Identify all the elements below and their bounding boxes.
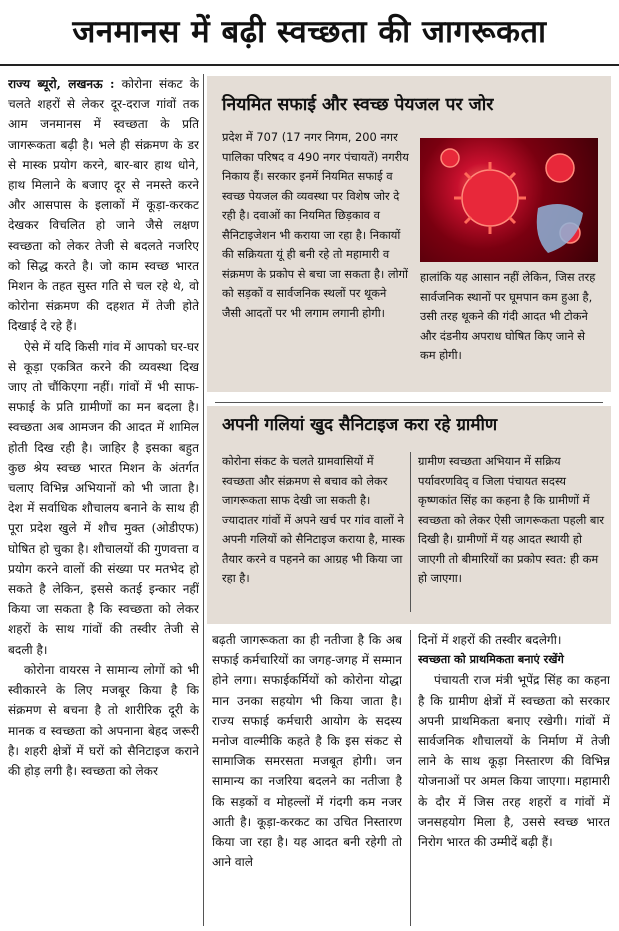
- box1-text-right: [420, 268, 600, 388]
- left-paragraph-2: ऐसे में यदि किसी गांव में आपको घर-घर से कूड़ा एकत्रित करने की व्यवस्था दिख जाए तो चौंकिएगा नहीं। गांवों में भी साफ-सफाई के प्रति ग्रामीणों का मन बदला है। स्वच्छता अब आमजन की आदत में शामिल होती दिख रही है। जाहिर है इसका बहुत कुछ श्रेय स्वच्छ भारत मिशन के अंतर्गत चलाए विभिन्न अभियानों को भी जाता है। देश में सर्वाधिक शौचालय बनाने के साथ ही पूरा प्रदेश खुले में शौच मुक्त (ओडीएफ) घोषित हो चुका है। शौचालयों की गुणवत्ता व प्रयोग करने वालों की संख्या पर मतभेद हो सकते है लेकिन, इससे कतई इन्कार नहीं किया जा सकता है कि स्वच्छता को लेकर शहरों के साथ गांवों की तस्वीर तेजी से बदली है।: [8, 339, 199, 657]
- column-divider-right: [410, 630, 411, 926]
- box1-text-left-content: प्रदेश में 707 (17 नगर निगम, 200 नगर पालिका परिषद व 490 नगर पंचायतें) नगरीय निकाय हैं। सरकार इनमें नियमित सफाई व स्वच्छ पेयजल की व्यवस्था पर विशेष जोर दे रही है। दवाओं का नियमित छिड़काव व सैनिटाइजेशन भी कराया जा रहा है। निकायों की सक्रियता यूं ही बनी रहे तो महामारी व संक्रमण के प्रकोप से बचा जा सकता है। लोगों को सड़कों व सार्वजनिक स्थलों पर थूकने जैसी आदतों पर भी लगाम लगानी होगी।: [222, 130, 409, 320]
- left-paragraph-1: [8, 74, 199, 337]
- box2-text-right: [418, 452, 605, 620]
- right-paragraph-1: दिनों में शहरों की तस्वीर बदलेगी।: [418, 633, 562, 647]
- coronavirus-image: [420, 138, 598, 262]
- box2-text-right-content: ग्रामीण स्वच्छता अभियान में सक्रिय पर्यावरणविद् व जिला पंचायत सदस्य कृष्णकांत सिंह का कहना है कि ग्रामीणों में स्वच्छता को लेकर ऐसी जागरूकता पहली बार दिखी है। ग्रामीणों में यह आदत स्थायी हो जाएगी तो बीमारियों का प्रकोप स्वत: ही कम हो जाएगा।: [418, 454, 605, 585]
- box2-heading: अपनी गलियां खुद सैनिटाइज करा रहे ग्रामीण: [222, 415, 498, 435]
- box1-text-left: [222, 128, 409, 376]
- byline: राज्य ब्यूरो, लखनऊ :: [8, 77, 115, 91]
- right-subheading: स्वच्छता को प्राथमिकता बनाएं रखेंगे: [418, 653, 564, 667]
- right-paragraph-2: पंचायती राज मंत्री भूपेंद्र सिंह का कहना है कि ग्रामीण क्षेत्रों में स्वच्छता को सरकार अपनी प्राथमिकता बनाए रखेगी। गांवों में सार्वजनिक शौचालयों के निर्माण में तेजी लाने के साथ कूड़ा निस्तारण की विभिन्न योजनाओं पर अमल किया जाएगा। महामारी के दौर में जिस तरह शहरों व गांवों में जनसहयोग मिला है, उससे स्वच्छ भारत निरोग भारत की उम्मीदें बढ़ी हैं।: [418, 673, 610, 850]
- box1-text-right-content: हालांकि यह आसान नहीं लेकिन, जिस तरह सार्वजनिक स्थानों पर घूमपान कम हुआ है, उसी तरह थूकने की गंदी आदत भी टोकने और दंडनीय अपराध घोषित किए जाने से कम होगी।: [420, 270, 596, 362]
- box-divider: [215, 402, 603, 403]
- column-divider-left: [203, 74, 204, 926]
- left-column: [8, 74, 199, 926]
- right-column: [418, 630, 610, 926]
- left-paragraph-3: कोरोना वायरस ने सामान्य लोगों को भी स्वीकारने के लिए मजबूर किया है कि संक्रमण से बचना है तो शारीरिक दूरी के मानक व स्वच्छता को अपनाना बेहद जरूरी है। शहरी क्षेत्रों में घरों को सैनिटाइज कराने की होड़ लगी है। स्वच्छता को लेकर: [8, 662, 199, 778]
- middle-paragraph-1: बढ़ती जागरूकता का ही नतीजा है कि अब सफाई कर्मचारियों का जगह-जगह में सम्मान होने लगा। सफाईकर्मियों को कोरोना योद्धा मान उनका सहयोग भी किया जाता है। राज्य सफाई कर्मचारी आयोग के सदस्य मनोज वाल्मीकि कहते है कि इस संकट से सामाजिक समरसता मजबूत होगी। जन सामान्य का नजरिया बदलने का नतीजा है कि सड़कों व मोहल्लों में गंदगी कम नजर आती है। कूड़ा-करकट का उचित निस्तारण किया जा रहा है। यह आदत बनी रहेगी तो आने वाले: [212, 633, 402, 870]
- headline: जनमानस में बढ़ी स्वच्छता की जागरूकता: [0, 0, 619, 66]
- box2-text-left-content: कोरोना संकट के चलते ग्रामवासियों में स्वच्छता और संक्रमण से बचाव को लेकर जागरूकता साफ देखी जा सकती है। ज्यादातर गांवों में अपने खर्च पर गांव वालों ने अपनी गलियों को सैनिटाइज कराया है, मास्क तैयार करने व पहनने का आग्रह भी किया जा रहा है।: [222, 454, 405, 585]
- box2-text-left: [222, 452, 409, 620]
- coronavirus-icon: [420, 138, 598, 262]
- box2-divider: [410, 452, 411, 612]
- box1-heading: नियमित सफाई और स्वच्छ पेयजल पर जोर: [222, 95, 494, 115]
- left-paragraph-1-text: कोरोना संकट के चलते शहरों से लेकर दूर-दराज गांवों तक आम जनमानस में स्वच्छता के प्रति जागरूकता बढ़ी है। भले ही संक्रमण के डर से मास्क प्रयोग करने, बार-बार हाथ धोने, हाथ मिलाने के बजाए दूर से नमस्ते करने और आसपास के इलाकों में कूड़ा-करकट देखकर विचलित हो जाने जैसे लक्षण स्वच्छता को लेकर तेजी से बदलते नजरिए को सिद्ध करते है। जो काम स्वच्छ भारत मिशन के तहत सुस्त गति से चल रहे थे, वो कोरोना संक्रमण की दहशत में तेजी होते दिखाई दे रहे हैं।: [8, 77, 199, 334]
- middle-column: [212, 630, 402, 926]
